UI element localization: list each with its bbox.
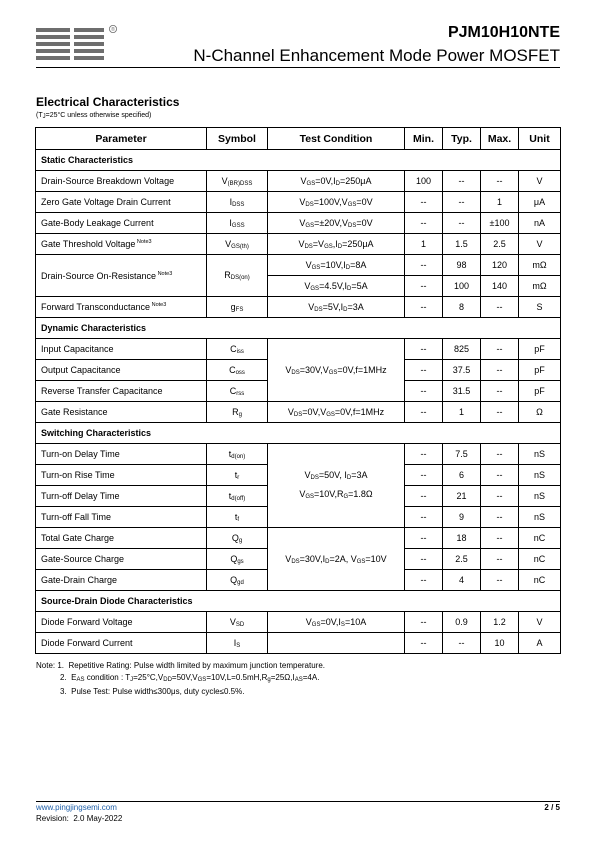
typ-cell: 18 xyxy=(443,528,481,549)
typ-cell: 21 xyxy=(443,486,481,507)
unit-cell: nC xyxy=(519,528,561,549)
symbol-cell: $I_{DSS}$ xyxy=(207,192,268,213)
min-cell: -- xyxy=(405,528,443,549)
group-row xyxy=(36,150,561,171)
symbol-cell: $V_{SD}$ xyxy=(207,612,268,633)
symbol-cell: $Q_{gd}$ xyxy=(207,570,268,591)
typ-cell: 6 xyxy=(443,465,481,486)
group-row xyxy=(36,318,561,339)
note-3: 3. Pulse Test: Pulse width≤300μs, duty cycle≤0.5%. xyxy=(60,687,245,696)
min-cell: -- xyxy=(405,549,443,570)
min-cell: -- xyxy=(405,507,443,528)
table-row xyxy=(36,192,561,213)
max-cell: 1.2 xyxy=(481,612,519,633)
gate-charge-condition: $V_{DS}=30V,I_D=2A$, $V_{GS}=10V$ xyxy=(268,528,405,591)
symbol-cell: $V_{(BR)DSS}$ xyxy=(207,171,268,192)
symbol-cell: $t_{d(off)}$ xyxy=(207,486,268,507)
typ-cell: 1.5 xyxy=(443,234,481,255)
max-cell: -- xyxy=(481,171,519,192)
param-cell: Turn-on Rise Time xyxy=(36,465,207,486)
max-cell: -- xyxy=(481,402,519,423)
max-cell: 1 xyxy=(481,192,519,213)
param-cell: Input Capacitance xyxy=(36,339,207,360)
min-cell: -- xyxy=(405,213,443,234)
min-cell: -- xyxy=(405,255,443,276)
group-diode: Source-Drain Diode Characteristics xyxy=(36,591,561,612)
unit-cell: pF xyxy=(519,381,561,402)
header-min: Min. xyxy=(405,128,443,150)
condition-cell: $V_{GS}=4.5V,I_D=5A$ xyxy=(268,276,405,297)
note-1: Note: 1. Repetitive Rating: Pulse width limited by maximum junction temperature. xyxy=(36,661,326,670)
param-cell: Reverse Transfer Capacitance xyxy=(36,381,207,402)
max-cell: -- xyxy=(481,381,519,402)
table-row xyxy=(36,528,561,549)
condition-cell: $V_{DS}=5V,I_D=3A$ xyxy=(268,297,405,318)
unit-cell: mΩ xyxy=(519,276,561,297)
min-cell: -- xyxy=(405,339,443,360)
svg-text:®: ® xyxy=(111,27,115,33)
unit-cell: nC xyxy=(519,570,561,591)
typ-cell: 7.5 xyxy=(443,444,481,465)
symbol-cell: $R_{DS(on)}$ xyxy=(207,255,268,297)
unit-cell: V xyxy=(519,234,561,255)
max-cell: 2.5 xyxy=(481,234,519,255)
symbol-cell: $t_r$ xyxy=(207,465,268,486)
unit-cell: pF xyxy=(519,339,561,360)
header-symbol: Symbol xyxy=(207,128,268,150)
typ-cell: 9 xyxy=(443,507,481,528)
min-cell: -- xyxy=(405,192,443,213)
condition-cell: $V_{GS}=\pm 20V,V_{DS}=0V$ xyxy=(268,213,405,234)
symbol-cell: $C_{rss}$ xyxy=(207,381,268,402)
table-row xyxy=(36,255,561,276)
header-typ: Typ. xyxy=(443,128,481,150)
min-cell: -- xyxy=(405,633,443,654)
condition-cell: $V_{GS}=0V,I_S=10A$ xyxy=(268,612,405,633)
max-cell: -- xyxy=(481,297,519,318)
typ-cell: 31.5 xyxy=(443,381,481,402)
typ-cell: 8 xyxy=(443,297,481,318)
part-number: PJM10H10NTE xyxy=(447,24,560,41)
section-condition: ($T_J=25^\circ C$ unless otherwise specified) xyxy=(36,112,152,120)
group-switching: Switching Characteristics xyxy=(36,423,561,444)
min-cell: 1 xyxy=(405,234,443,255)
param-cell: Gate Resistance xyxy=(36,402,207,423)
typ-cell: -- xyxy=(443,192,481,213)
unit-cell: nS xyxy=(519,486,561,507)
max-cell: -- xyxy=(481,570,519,591)
symbol-cell: $C_{iss}$ xyxy=(207,339,268,360)
unit-cell: pF xyxy=(519,360,561,381)
max-cell: -- xyxy=(481,465,519,486)
symbol-cell: $R_g$ xyxy=(207,402,268,423)
min-cell: -- xyxy=(405,486,443,507)
typ-cell: 825 xyxy=(443,339,481,360)
website-link[interactable]: www.pingjingsemi.com xyxy=(36,803,117,812)
typ-cell: 4 xyxy=(443,570,481,591)
unit-cell: S xyxy=(519,297,561,318)
group-static: Static Characteristics xyxy=(36,150,561,171)
switching-condition: $V_{DS}=50V$, $I_D=3A$ $V_{GS}=10V,R_G=1.8\Omega$ xyxy=(268,444,405,528)
company-logo xyxy=(36,24,118,62)
header-test-condition: Test Condition xyxy=(268,128,405,150)
unit-cell: nS xyxy=(519,507,561,528)
document-subtitle: N-Channel Enhancement Mode Power MOSFET xyxy=(193,46,560,65)
unit-cell: nA xyxy=(519,213,561,234)
condition-cell xyxy=(268,633,405,654)
unit-cell: nS xyxy=(519,444,561,465)
param-cell: Drain-Source On-Resistance $^{Note3}$ xyxy=(36,255,207,297)
typ-cell: -- xyxy=(443,213,481,234)
max-cell: 120 xyxy=(481,255,519,276)
min-cell: -- xyxy=(405,276,443,297)
header-unit: Unit xyxy=(519,128,561,150)
max-cell: 140 xyxy=(481,276,519,297)
max-cell: -- xyxy=(481,549,519,570)
electrical-characteristics-table xyxy=(35,127,561,654)
table-row xyxy=(36,612,561,633)
param-cell: Total Gate Charge xyxy=(36,528,207,549)
notes xyxy=(36,660,325,698)
param-cell: Turn-on Delay Time xyxy=(36,444,207,465)
min-cell: -- xyxy=(405,360,443,381)
param-cell: Forward Transconductance $^{Note3}$ xyxy=(36,297,207,318)
min-cell: -- xyxy=(405,402,443,423)
header-parameter: Parameter xyxy=(36,128,207,150)
typ-cell: 2.5 xyxy=(443,549,481,570)
max-cell: -- xyxy=(481,528,519,549)
unit-cell: V xyxy=(519,171,561,192)
table-row xyxy=(36,339,561,360)
min-cell: -- xyxy=(405,297,443,318)
max-cell: -- xyxy=(481,444,519,465)
max-cell: -- xyxy=(481,360,519,381)
symbol-cell: $I_S$ xyxy=(207,633,268,654)
unit-cell: nC xyxy=(519,549,561,570)
symbol-cell: $t_{d(on)}$ xyxy=(207,444,268,465)
param-cell: Output Capacitance xyxy=(36,360,207,381)
symbol-cell: $Q_{gs}$ xyxy=(207,549,268,570)
symbol-cell: $Q_g$ xyxy=(207,528,268,549)
note-2: 2. $E_{AS}$ condition : $T_J=25^\circ C,V_{DD}=50V,V_{GS}=10V,L=0.5mH,R_g=25\Omega,I_{AS}=4A$. xyxy=(60,672,320,683)
symbol-cell: $t_f$ xyxy=(207,507,268,528)
revision-text: Revision: 2.0 May-2022 xyxy=(36,814,123,823)
unit-cell: Ω xyxy=(519,402,561,423)
param-cell: Gate Threshold Voltage $^{Note3}$ xyxy=(36,234,207,255)
condition-cell: $V_{DS}=100V,V_{GS}=0V$ xyxy=(268,192,405,213)
condition-cell: $V_{DS}=0V,V_{GS}=0V,f=1MHz$ xyxy=(268,402,405,423)
unit-cell: A xyxy=(519,633,561,654)
param-cell: Turn-off Delay Time xyxy=(36,486,207,507)
table-row xyxy=(36,444,561,465)
unit-cell: V xyxy=(519,612,561,633)
unit-cell: mΩ xyxy=(519,255,561,276)
param-cell: Drain-Source Breakdown Voltage xyxy=(36,171,207,192)
min-cell: -- xyxy=(405,381,443,402)
param-cell: Gate-Body Leakage Current xyxy=(36,213,207,234)
footer-rule xyxy=(36,801,560,802)
max-cell: 10 xyxy=(481,633,519,654)
param-cell: Zero Gate Voltage Drain Current xyxy=(36,192,207,213)
typ-cell: 100 xyxy=(443,276,481,297)
table-row xyxy=(36,633,561,654)
param-cell: Diode Forward Current xyxy=(36,633,207,654)
typ-cell: 37.5 xyxy=(443,360,481,381)
group-row xyxy=(36,591,561,612)
symbol-cell: $g_{FS}$ xyxy=(207,297,268,318)
table-row xyxy=(36,213,561,234)
table-row xyxy=(36,402,561,423)
page-number: 2 / 5 xyxy=(544,803,560,812)
symbol-cell: $V_{GS(th)}$ xyxy=(207,234,268,255)
typ-cell: -- xyxy=(443,171,481,192)
max-cell: -- xyxy=(481,507,519,528)
param-cell: Gate-Drain Charge xyxy=(36,570,207,591)
min-cell: 100 xyxy=(405,171,443,192)
group-row xyxy=(36,423,561,444)
typ-cell: 1 xyxy=(443,402,481,423)
condition-cell: $V_{GS}=10V,I_D=8A$ xyxy=(268,255,405,276)
typ-cell: -- xyxy=(443,633,481,654)
min-cell: -- xyxy=(405,612,443,633)
table-row xyxy=(36,234,561,255)
min-cell: -- xyxy=(405,465,443,486)
table-header-row xyxy=(36,128,561,150)
header-max: Max. xyxy=(481,128,519,150)
condition-cell: $V_{GS}=0V,I_D=250\mu A$ xyxy=(268,171,405,192)
group-dynamic: Dynamic Characteristics xyxy=(36,318,561,339)
typ-cell: 98 xyxy=(443,255,481,276)
symbol-cell: $I_{GSS}$ xyxy=(207,213,268,234)
param-cell: Turn-off Fall Time xyxy=(36,507,207,528)
max-cell: -- xyxy=(481,339,519,360)
max-cell: -- xyxy=(481,486,519,507)
typ-cell: 0.9 xyxy=(443,612,481,633)
max-cell: ±100 xyxy=(481,213,519,234)
min-cell: -- xyxy=(405,444,443,465)
unit-cell: μA xyxy=(519,192,561,213)
symbol-cell: $C_{oss}$ xyxy=(207,360,268,381)
section-title: Electrical Characteristics xyxy=(36,95,180,109)
param-cell: Gate-Source Charge xyxy=(36,549,207,570)
param-cell: Diode Forward Voltage xyxy=(36,612,207,633)
table-row xyxy=(36,171,561,192)
capacitance-condition: $V_{DS}=30V,V_{GS}=0V,f=1MHz$ xyxy=(268,339,405,402)
unit-cell: nS xyxy=(519,465,561,486)
condition-cell: $V_{DS}=V_{GS},I_D=250\mu A$ xyxy=(268,234,405,255)
table-row xyxy=(36,297,561,318)
min-cell: -- xyxy=(405,570,443,591)
header-rule xyxy=(36,67,560,68)
